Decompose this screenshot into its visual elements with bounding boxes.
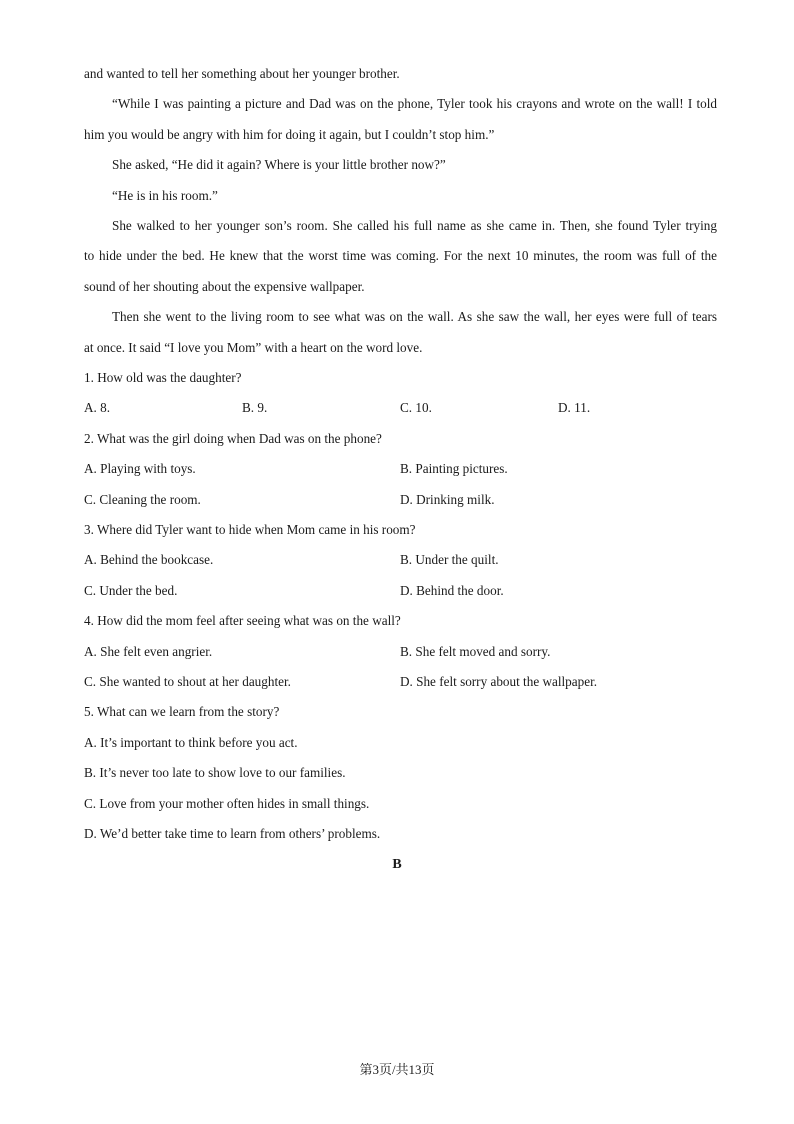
passage-line: sound of her shouting about the expensive wallpaper. xyxy=(84,279,365,294)
answer-option: B. It’s never too late to show love to our families. xyxy=(84,765,346,780)
passage-line: him you would be angry with him for doing it again, but I couldn’t stop him.” xyxy=(84,127,495,142)
passage-line: Then she went to the living room to see what was on the wall. As she saw the wall, her eyes were full of tears xyxy=(112,309,717,324)
answer-option: C. Cleaning the room. xyxy=(84,492,201,507)
passage-line: and wanted to tell her something about her younger brother. xyxy=(84,66,400,81)
answer-option: B. She felt moved and sorry. xyxy=(400,644,551,659)
answer-option: A. 8. xyxy=(84,400,111,415)
question-stem: 5. What can we learn from the story? xyxy=(84,704,280,719)
page-footer: 第3页/共13页 xyxy=(359,1062,435,1077)
answer-option: B. 9. xyxy=(242,400,268,415)
answer-option: A. Behind the bookcase. xyxy=(84,552,214,567)
answer-option: A. She felt even angrier. xyxy=(84,644,213,659)
question-stem: 4. How did the mom feel after seeing what was on the wall? xyxy=(84,613,401,628)
answer-option: A. It’s important to think before you act. xyxy=(84,735,298,750)
passage-line: to hide under the bed. He knew that the worst time was coming. For the next 10 minutes, the room was full of the xyxy=(84,248,717,263)
answer-option: D. 11. xyxy=(558,400,591,415)
answer-option: D. Drinking milk. xyxy=(400,492,495,507)
passage-line: “He is in his room.” xyxy=(112,188,218,203)
passage-line: She walked to her younger son’s room. She called his full name as she came in. Then, she found Tyler trying xyxy=(112,218,717,233)
question-stem: 2. What was the girl doing when Dad was on the phone? xyxy=(84,431,382,446)
answer-option: B. Under the quilt. xyxy=(400,552,499,567)
answer-option: C. 10. xyxy=(400,400,432,415)
answer-option: B. Painting pictures. xyxy=(400,461,508,476)
passage-line: at once. It said “I love you Mom” with a heart on the word love. xyxy=(84,340,423,355)
passage-line: She asked, “He did it again? Where is your little brother now?” xyxy=(112,157,446,172)
passage-line: “While I was painting a picture and Dad was on the phone, Tyler took his crayons and wrote on the wall! I told xyxy=(112,96,717,111)
answer-option: D. We’d better take time to learn from others’ problems. xyxy=(84,826,381,841)
question-stem: 1. How old was the daughter? xyxy=(84,370,242,385)
answer-option: C. Under the bed. xyxy=(84,583,178,598)
section-heading: B xyxy=(392,857,402,872)
answer-option: D. She felt sorry about the wallpaper. xyxy=(400,674,598,689)
answer-option: C. She wanted to shout at her daughter. xyxy=(84,674,291,689)
answer-option: A. Playing with toys. xyxy=(84,461,196,476)
question-stem: 3. Where did Tyler want to hide when Mom came in his room? xyxy=(84,522,416,537)
answer-option: C. Love from your mother often hides in small things. xyxy=(84,796,370,811)
answer-option: D. Behind the door. xyxy=(400,583,504,598)
